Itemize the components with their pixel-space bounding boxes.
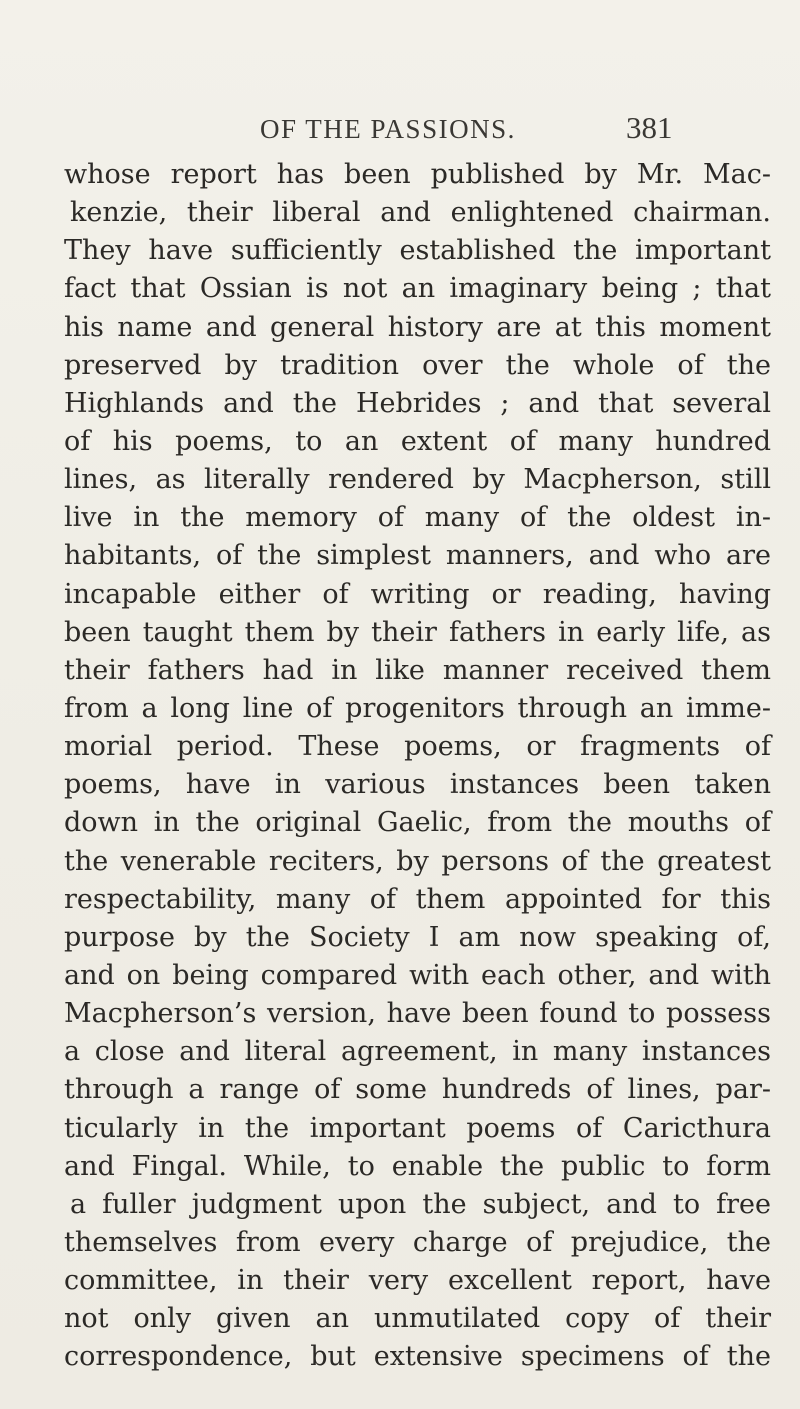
text-line: and Fingal. While, to enable the public to form	[64, 1150, 771, 1182]
text-line: morial period. These poems, or fragments of	[64, 731, 771, 763]
text-line: correspondence, but extensive specimens of the	[64, 1341, 771, 1373]
text-line: been taught them by their fathers in early life, as	[64, 616, 771, 648]
text-line: poems, have in various instances been taken	[64, 769, 771, 801]
text-line: from a long line of progenitors through an imme-	[64, 692, 771, 724]
text-line: preserved by tradition over the whole of the	[64, 349, 771, 381]
text-line: through a range of some hundreds of lines, par-	[64, 1074, 771, 1106]
text-line: whose report has been published by Mr. Mac-	[64, 159, 771, 190]
text-line: purpose by the Society I am now speaking of,	[64, 921, 771, 953]
text-line: a close and literal agreement, in many instances	[64, 1036, 771, 1068]
page-header	[0, 104, 800, 144]
text-line: committee, in their very excellent report, have	[64, 1265, 771, 1297]
body-text	[64, 156, 771, 1377]
text-line: They have sufficiently established the important	[64, 235, 771, 267]
text-line: his name and general history are at this moment	[64, 311, 771, 343]
text-line: of his poems, to an extent of many hundred	[64, 425, 771, 457]
text-line: the venerable reciters, by persons of the greatest	[64, 845, 771, 877]
text-line: incapable either of writing or reading, having	[64, 578, 771, 610]
page-number: 381	[626, 110, 673, 145]
running-head: OF THE PASSIONS.	[260, 114, 516, 144]
text-line: Highlands and the Hebrides ; and that several	[64, 387, 771, 419]
text-line: habitants, of the simplest manners, and who are	[64, 540, 771, 572]
text-line: respectability, many of them appointed for this	[64, 883, 771, 915]
text-line: kenzie, their liberal and enlightened chairman.	[70, 197, 771, 229]
text-line: Macpherson’s version, have been found to possess	[64, 998, 771, 1030]
text-line: lines, as literally rendered by Macpherson, still	[64, 464, 771, 496]
text-line: a fuller judgment upon the subject, and to free	[70, 1188, 771, 1220]
text-line: not only given an unmutilated copy of their	[64, 1303, 771, 1335]
text-line: down in the original Gaelic, from the mouths of	[64, 807, 771, 839]
text-line: live in the memory of many of the oldest in-	[64, 502, 771, 534]
text-line: and on being compared with each other, and with	[64, 959, 771, 991]
text-line: fact that Ossian is not an imaginary being ; that	[64, 273, 771, 305]
text-line: their fathers had in like manner received them	[64, 654, 771, 686]
text-line: ticularly in the important poems of Caricthura	[64, 1112, 771, 1144]
text-line: themselves from every charge of prejudice, the	[64, 1226, 771, 1258]
